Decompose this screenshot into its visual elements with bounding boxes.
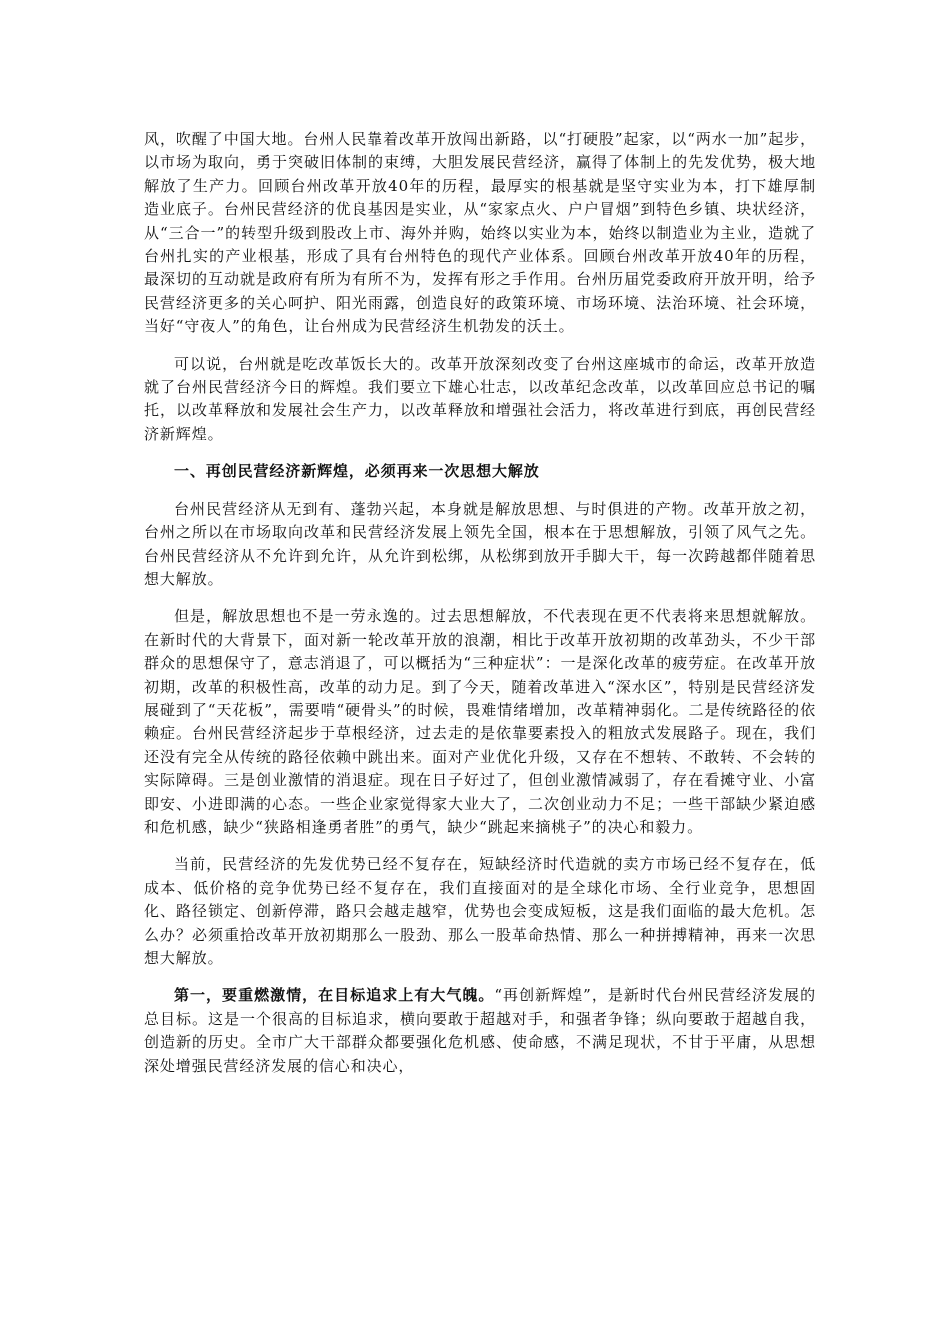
paragraph-body-text: “再创新辉煌”，是新时代台州民营经济发展的总目标。这是一个很高的目标追求，横向要敢于超越对手，和强者争锋；纵向要敢于超越自我，创造新的历史。全市广大干部群众都要强化危机感、使命感，不满足现状，不甘于平庸，从思想深处增强民营经济发展的信心和决心， <box>144 986 816 1075</box>
section-heading: 一、再创民营经济新辉煌，必须再来一次思想大解放 <box>174 462 540 481</box>
paragraph-first-point <box>144 984 816 1078</box>
paragraph-three-symptoms: 但是，解放思想也不是一劳永逸的。过去思想解放，不代表现在更不代表将来思想就解放。在新时代的大背景下，面对新一轮改革开放的浪潮，相比于改革开放初期的改革劲头，不少干部群众的思想保守了，意志消退了，可以概括为“三种症状”：一是深化改革的疲劳症。在改革开放初期，改革的积极性高，改革的动力足。到了今天，随着改革进入“深水区”，特别是民营经济发展碰到了“天花板”，需要啃“硬骨头”的时候，畏难情绪增加，改革精神弱化。二是传统路径的依赖症。台州民营经济起步于草根经济，过去走的是依靠要素投入的粗放式发展路子。现在，我们还没有完全从传统的路径依赖中跳出来。面对产业优化升级，又存在不想转、不敢转、不会转的实际障碍。三是创业激情的消退症。现在日子好过了，但创业激情减弱了，存在看摊守业、小富即安、小进即满的心态。一些企业家觉得家大业大了，二次创业动力不足；一些干部缺少紧迫感和危机感，缺少“狭路相逢勇者胜”的勇气，缺少“跳起来摘桃子”的决心和毅力。 <box>144 607 816 836</box>
document-page <box>144 128 816 1092</box>
paragraph-current-crisis: 当前，民营经济的先发优势已经不复存在，短缺经济时代造就的卖方市场已经不复存在，低成本、低价格的竞争优势已经不复存在，我们直接面对的是全球化市场、全行业竞争，思想固化、路径锁定、创新停滞，路只会越走越窄，优势也会变成短板，这是我们面临的最大危机。怎么办？必须重拾改革开放初期那么一股劲、那么一股革命热情、那么一种拼搏精神，再来一次思想大解放。 <box>144 855 816 967</box>
paragraph-continuation: 风，吹醒了中国大地。台州人民靠着改革开放闯出新路，以“打硬股”起家，以“两水一加”起步，以市场为取向，勇于突破旧体制的束缚，大胆发展民营经济，赢得了体制上的先发优势，极大地解放了生产力。回顾台州改革开放40年的历程，最厚实的根基就是坚守实业为本，打下雄厚制造业底子。台州民营经济的优良基因是实业，从“家家点火、户户冒烟”到特色乡镇、块状经济，从“三合一”的转型升级到股改上市、海外并购，始终以实业为本，始终以制造业为主业，造就了台州扎实的产业根基，形成了具有台州特色的现代产业体系。回顾台州改革开放40年的历程，最深切的互动就是政府有所为有所不为，发挥有形之手作用。台州历届党委政府开放开明，给予民营经济更多的关心呵护、阳光雨露，创造良好的政策环境、市场环境、法治环境、社会环境，当好“守夜人”的角色，让台州成为民营经济生机勃发的沃土。 <box>144 130 816 336</box>
paragraph-lead-text: 第一，要重燃激情，在目标追求上有大气魄。 <box>174 986 495 1005</box>
paragraph-thought-liberation: 台州民营经济从无到有、蓬勃兴起，本身就是解放思想、与时俱进的产物。改革开放之初，台州之所以在市场取向改革和民营经济发展上领先全国，根本在于思想解放，引领了风气之先。台州民营经济从不允许到允许，从允许到松绑，从松绑到放开手脚大干，每一次跨越都伴随着思想大解放。 <box>144 499 816 588</box>
paragraph-reform-summary: 可以说，台州就是吃改革饭长大的。改革开放深刻改变了台州这座城市的命运，改革开放造就了台州民营经济今日的辉煌。我们要立下雄心壮志，以改革纪念改革，以改革回应总书记的嘱托，以改革释放和发展社会生产力，以改革释放和增强社会活力，将改革进行到底，再创民营经济新辉煌。 <box>144 354 816 443</box>
